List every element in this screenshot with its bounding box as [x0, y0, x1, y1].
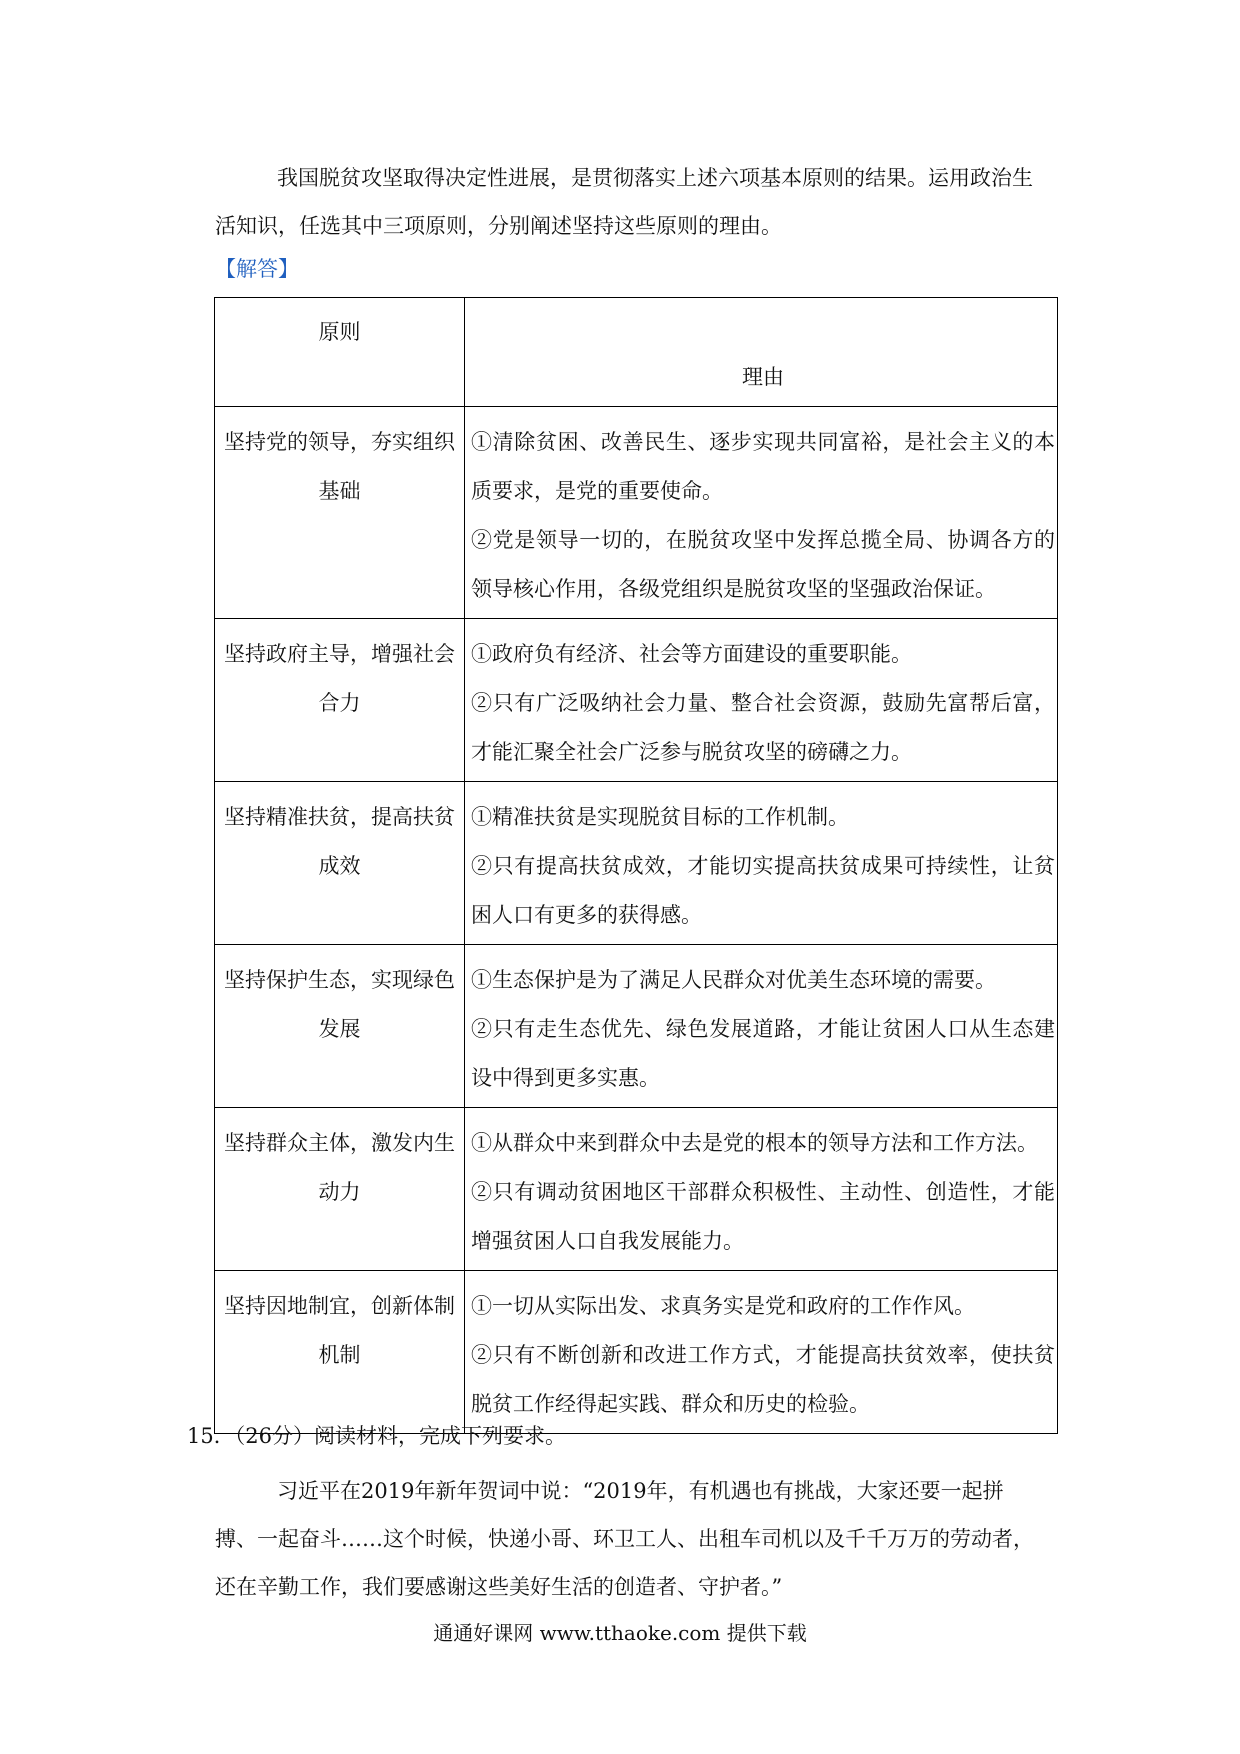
table-row: [215, 782, 1058, 945]
reason-item: ①从群众中来到群众中去是党的根本的领导方法和工作方法。: [471, 1131, 1038, 1155]
principle-cell: 坚持精准扶贫，提高扶贫成效: [215, 782, 465, 945]
question-15-heading: 15．（26分）阅读材料，完成下列要求。: [187, 1424, 566, 1448]
answer-label: 【解答】: [215, 257, 299, 281]
table-body: [215, 298, 1058, 1434]
quote-text: 习近平在2019年新年贺词中说：“2019年，有机遇也有挑战，大家还要一起拼搏、一起奋斗……这个时候，快递小哥、环卫工人、出租车司机以及千千万万的劳动者，还在辛勤工作，我们要感谢这些美好生活的创造者、守护者。”: [215, 1479, 1034, 1599]
reason-cell: [465, 945, 1058, 1108]
principle-cell: 坚持政府主导，增强社会合力: [215, 619, 465, 782]
footer-watermark: 通通好课网 www.tthaoke.com 提供下载: [433, 1621, 807, 1645]
table-row: [215, 1271, 1058, 1434]
intro-paragraph: [215, 154, 1045, 250]
table-header-row: [215, 298, 1058, 407]
principle-cell: 坚持党的领导，夯实组织基础: [215, 407, 465, 619]
table-row: [215, 619, 1058, 782]
table-row: [215, 945, 1058, 1108]
reason-item: ①生态保护是为了满足人民群众对优美生态环境的需要。: [471, 968, 996, 992]
reason-item: ①清除贫困、改善民生、逐步实现共同富裕，是社会主义的本质要求，是党的重要使命。: [471, 430, 1055, 503]
reason-item: ①精准扶贫是实现脱贫目标的工作机制。: [471, 805, 849, 829]
header-reason: 理由: [465, 298, 1058, 407]
answer-table: [214, 297, 1058, 1434]
principle-cell: 坚持因地制宜，创新体制机制: [215, 1271, 465, 1434]
reason-item: ②只有提高扶贫成效，才能切实提高扶贫成果可持续性，让贫困人口有更多的获得感。: [471, 854, 1055, 927]
reason-cell: [465, 619, 1058, 782]
reason-cell: [465, 1108, 1058, 1271]
principle-cell: 坚持保护生态，实现绿色发展: [215, 945, 465, 1108]
reason-cell: [465, 407, 1058, 619]
principle-cell: 坚持群众主体，激发内生动力: [215, 1108, 465, 1271]
table-row: [215, 407, 1058, 619]
intro-text: 我国脱贫攻坚取得决定性进展，是贯彻落实上述六项基本原则的结果。运用政治生活知识，任选其中三项原则，分别阐述坚持这些原则的理由。: [215, 166, 1033, 238]
reason-item: ②只有广泛吸纳社会力量、整合社会资源，鼓励先富帮后富，才能汇聚全社会广泛参与脱贫攻坚的磅礴之力。: [471, 691, 1055, 764]
quote-paragraph: [215, 1467, 1045, 1611]
table-row: [215, 1108, 1058, 1271]
reason-item: ②党是领导一切的，在脱贫攻坚中发挥总揽全局、协调各方的领导核心作用，各级党组织是脱贫攻坚的坚强政治保证。: [471, 528, 1055, 601]
reason-item: ②只有不断创新和改进工作方式，才能提高扶贫效率，使扶贫脱贫工作经得起实践、群众和历史的检验。: [471, 1343, 1055, 1416]
reason-item: ②只有调动贫困地区干部群众积极性、主动性、创造性，才能增强贫困人口自我发展能力。: [471, 1180, 1055, 1253]
header-principle: 原则: [215, 298, 465, 407]
reason-item: ②只有走生态优先、绿色发展道路，才能让贫困人口从生态建设中得到更多实惠。: [471, 1017, 1055, 1090]
reason-cell: [465, 782, 1058, 945]
reason-item: ①政府负有经济、社会等方面建设的重要职能。: [471, 642, 912, 666]
reason-cell: [465, 1271, 1058, 1434]
reason-item: ①一切从实际出发、求真务实是党和政府的工作作风。: [471, 1294, 975, 1318]
